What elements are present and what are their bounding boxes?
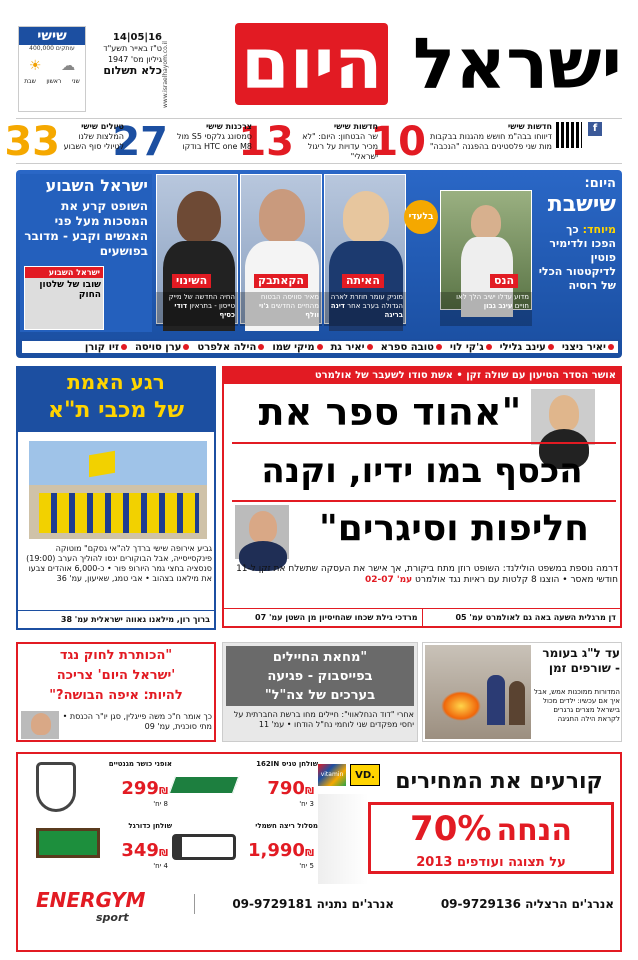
headline-rule [232, 500, 616, 502]
caption-name: דינה בריגה [330, 302, 403, 319]
weather-day: שבת [24, 78, 36, 85]
maccabi-title-box [18, 368, 214, 432]
main-headline-line3: חליפות וסיגרים" [319, 508, 589, 549]
main-story-kicker: אושר הסדר הטיעון עם שולה זקן • אשת סודו לשעבר של אולמרט [224, 368, 620, 384]
product-price: 1,990 [248, 840, 305, 861]
store-contact[interactable]: אנרג'ים נתניה 09-9729181 [194, 894, 394, 914]
product-price-box [121, 778, 168, 799]
currency: ₪ [158, 848, 168, 859]
israel-hashavua-text: השופט קרע את המסכות מעל פני האנשים וקבע - מדובר בפושעים [24, 199, 148, 258]
portrait-tag: האיתה [342, 274, 384, 288]
currency: ₪ [304, 786, 314, 797]
teaser-text: שר הבטחון: היום: "לא מכיר עדויות על ריגול ישראלי" [302, 132, 378, 161]
product-price: 790 [267, 778, 305, 799]
teaser-title: טיולים שישי [81, 122, 124, 131]
facebook-icon: f [588, 122, 602, 136]
teaser-item[interactable] [112, 119, 252, 165]
masthead-website: www.israelhayom.co.il [162, 41, 169, 108]
masthead-date-box [86, 32, 162, 102]
soldiers-protest-title [226, 646, 414, 706]
soldiers-title-line3: בערכים של צה"ל" [264, 688, 376, 703]
readers-count: 400,000 עותקים [29, 45, 75, 52]
names-strip [20, 339, 620, 355]
portrait-tag: הנס [490, 274, 518, 288]
energym-logo [36, 888, 186, 932]
soldiers-title-line1: "מחאת החיילים [272, 650, 368, 665]
maccabi-title-line2: של מכבי ת"א [47, 398, 185, 423]
person-silhouette [259, 189, 305, 243]
main-headline-line1: "אהוד ספר את [258, 390, 522, 434]
maccabi-title-line1: רגע האמת [67, 370, 165, 394]
strip-name[interactable]: עינב גלילי [500, 342, 554, 353]
shishi-label: שישי [19, 27, 85, 45]
teaser-title: חדשות שישי [507, 122, 552, 131]
sale-percent: 70% [410, 809, 492, 849]
product-price-box [248, 840, 314, 861]
teaser-text: המלצות שלנו לטיולי סוף השבוע [63, 132, 124, 151]
product-units: 5 יח' [299, 862, 314, 870]
portrait-tag: הקאתבק [254, 274, 308, 288]
masthead-title-part1: ישראל [412, 23, 622, 105]
main-story-bylines [224, 608, 620, 626]
product-price: 349 [121, 840, 159, 861]
portrait-caption [440, 292, 532, 326]
lede-text: דרמה נוספת במשפט הולילנד: השופט רוזן מתח ביקורת, אך אישר את העסקה שתשלח את זקן ל-11 חודשי מאסר • הוצגו 8 קלטות עם ראיות נגד אולמרט [236, 564, 618, 585]
strip-name[interactable]: יאיר ניצני [562, 342, 614, 353]
teaser-text: דיווחו בבה"מ חושש מהגנות בבקבות מות שני פלסטינים בהפגנה "הנכבה" [429, 132, 552, 151]
caption-text: מדוע עדלו ישיב הלך לאו חויים [456, 293, 529, 310]
cover-text: שובו של שלטון החוק [39, 280, 101, 300]
brand-sub: sport [96, 911, 129, 924]
caption-name: עינב גבון [483, 302, 513, 310]
product-units: 4 יח' [153, 862, 168, 870]
foosball-icon [36, 828, 100, 858]
person-silhouette [249, 511, 277, 543]
strip-name[interactable]: יאיר גת [331, 342, 373, 353]
lag-baomer-title: עד ל"ג בעומר - שורפים זמן [542, 646, 620, 675]
ping-pong-icon [169, 776, 240, 794]
maccabi-byline[interactable]: ברוך רון, מילאנו גאווה ישראלית עמ' 38 [18, 610, 214, 628]
main-story-lede [226, 564, 618, 606]
soldiers-title-line2: בפייסבוק - פגיעה [267, 669, 373, 684]
israel-hashavua-cover [24, 266, 104, 330]
product-name: אופני כושר מגנטיים [108, 760, 172, 768]
person-silhouette [471, 205, 501, 239]
shishabat-title: שישבת [547, 192, 616, 217]
strip-name[interactable]: הילה אלפרט [197, 342, 264, 353]
person-silhouette [343, 191, 389, 243]
brand-name: ENERGYM [36, 888, 146, 912]
torn-paper [318, 794, 368, 884]
product-treadmill[interactable] [168, 820, 318, 886]
product-foosball[interactable] [32, 820, 172, 886]
masthead-date: 16|05|14 [112, 32, 162, 43]
person-silhouette [177, 191, 221, 243]
law-title-line2: 'ישראל היום' צריכה [56, 668, 176, 683]
store-contact[interactable]: אנרג'ים הרצליה 09-9729136 [440, 897, 614, 911]
treadmill-icon [172, 834, 236, 860]
exercise-bike-icon [36, 762, 76, 812]
product-price-box [267, 778, 314, 799]
product-name: מסלול ריצה חשמלי [255, 822, 318, 830]
byline[interactable]: דן מרגלית השעה באה גם לאולמרט עמ' 05 [455, 613, 616, 622]
teaser-number: 13 [238, 119, 294, 165]
kicker-right: אושר הסדר הטיעון עם שולה זקן [466, 370, 616, 381]
headline-rule [232, 442, 616, 444]
fans-crowd [39, 493, 199, 533]
sale-subtitle: על תצוגה ועודפים 2013 [416, 855, 566, 870]
caption-text: החיה החדשה של מייק טייסון - בתראיון [168, 293, 235, 310]
weather-box [18, 26, 86, 112]
weather-days [19, 78, 85, 85]
product-price: 299 [121, 778, 159, 799]
israel-hashavua-title: ישראל השבוע [45, 176, 148, 195]
feiglin-photo [20, 710, 60, 740]
caption-text: מאיר סוויסה הבטוח מהחיים החדשים [260, 293, 319, 310]
vd-logo: VD. [350, 764, 380, 786]
teaser-item[interactable] [370, 119, 552, 165]
product-ping-pong[interactable] [168, 758, 318, 818]
caption-text: מוניק עומר חוזרת לארה הגדולה בערב אחר [330, 293, 403, 310]
law-title-line3: להיות: איפה הבושה?" [49, 688, 183, 703]
masthead-title-part2: היום [235, 23, 388, 105]
product-price-box [121, 840, 168, 861]
portrait-caption [324, 292, 406, 326]
child [509, 681, 525, 725]
headline-law-text: כך אומר ח"כ משה פייגלין, סגן יו"ר הכנסת • מתי סוכנית, עמ' 09 [62, 712, 212, 731]
portrait-caption [240, 292, 322, 326]
person-silhouette [31, 713, 51, 735]
sale-badge [368, 802, 614, 874]
teaser-number: 10 [370, 119, 426, 165]
lag-baomer-text: המדורות ממוכנות אמש, אבל איך אם עכשיו: ילדים מכול בישראל מצרים גרגרים לקראת הילה החגיגה [534, 688, 620, 723]
ad-headline: קורעים את המחירים [395, 769, 603, 794]
law-title-line1: "הכותרת לחוק נגד [59, 648, 173, 663]
weather-day: ראשון [46, 78, 62, 85]
kicker-left: אשת סודו לשעבר של אולמרט [314, 370, 453, 381]
product-exercise-bike[interactable] [32, 758, 172, 818]
product-name: שולחן כדורגל [128, 822, 172, 830]
energym-ad[interactable] [16, 752, 622, 952]
main-story-photo-woman [530, 388, 596, 446]
flag [89, 451, 115, 478]
main-headline-line2: הכסף במו ידיו, וקנה [261, 451, 583, 491]
shishabat-label: היום: [584, 176, 616, 191]
product-name: שולחן טניס 162IN [256, 760, 318, 768]
teaser-item[interactable] [4, 119, 124, 165]
masthead-title [150, 18, 622, 110]
new-badge: בלעדי [404, 200, 438, 234]
portrait-caption [156, 292, 238, 326]
cover-label: ישראל השבוע [25, 267, 103, 278]
strip-name[interactable]: טובה ספרא [381, 342, 442, 353]
product-units: 8 יח' [153, 800, 168, 808]
strip-name[interactable]: ערן סויסה [135, 342, 189, 353]
teaser-item[interactable] [238, 119, 378, 165]
sun-cloud-icon: ☀ [28, 58, 42, 74]
lede-page: עמ' 02-07 [364, 575, 413, 585]
qr-code [556, 122, 582, 148]
sale-word: הנחה [496, 813, 572, 848]
masthead-issue: גיליון מס' 1947 [107, 55, 162, 64]
weather-icons [19, 58, 85, 74]
main-story-photo-man [234, 504, 290, 560]
strip-name[interactable]: זיו קורן [85, 342, 127, 353]
masthead-free: כלא תשלום [103, 64, 162, 77]
portrait-tag: השינוי [172, 274, 211, 288]
maccabi-fans-photo [28, 440, 208, 540]
headline-law-title [20, 646, 212, 710]
teaser-title: חדשות שישי [333, 122, 378, 131]
weather-day: שני [71, 78, 80, 85]
teaser-text: סמסונג גלקסי S5 מול HTC one M8 בודקו [177, 132, 252, 151]
caption-name: ג'וי וולף [258, 302, 319, 319]
product-units: 3 יח' [299, 800, 314, 808]
teaser-title: צרכנות שישי [205, 122, 252, 131]
bonfire-photo [424, 644, 532, 740]
strip-name[interactable]: מיקי שמו [272, 342, 322, 353]
cloud-icon: ☁ [61, 58, 76, 74]
strip-name[interactable]: ג'קי לוי [450, 342, 492, 353]
vitamin-logo: vitamin [318, 764, 346, 786]
currency: ₪ [304, 848, 314, 859]
currency: ₪ [158, 786, 168, 797]
soldiers-protest-text: אחרי "דוד הנחלאווי": חיילים מחו ברשת החברתית על יחסי מפקדים שני לוחמי נח"ל הודחו • עמ' 11 [233, 710, 414, 729]
shishabat-box[interactable] [534, 174, 620, 332]
person-silhouette [549, 395, 579, 431]
child [487, 675, 505, 725]
teaser-number: 33 [4, 119, 60, 165]
shishabat-sub-label: מיוחד: [582, 223, 616, 236]
masthead-date-hebrew: ט"ז באייר תשע"ד [103, 44, 162, 53]
caption-name: דודי כסיף [174, 302, 235, 319]
teaser-number: 27 [112, 119, 168, 165]
fire [441, 691, 481, 721]
shishabat-sub-text: כך הפכו ולדימיר פוטין לדיקטטור הכלי של רוסיה [538, 223, 616, 292]
israel-hashavua-box[interactable] [20, 174, 152, 332]
byline[interactable]: מרדכי גילת שכחו שהחיסיון מן השטן עמ' 07 [224, 609, 423, 626]
maccabi-text: גביע אירופה שישי ברדך לה"אי גסקם" מוטוקה פינקסייסייה, אבל הבוקורים ינסו להוליך הערב (19:00) סנסציה בחצי גמר היורופ פור • כ-6,000 אוהדים צבעו את מילאנו בצהוב • אבי טמג, שאיעון, עמ' 36 [26, 544, 212, 583]
